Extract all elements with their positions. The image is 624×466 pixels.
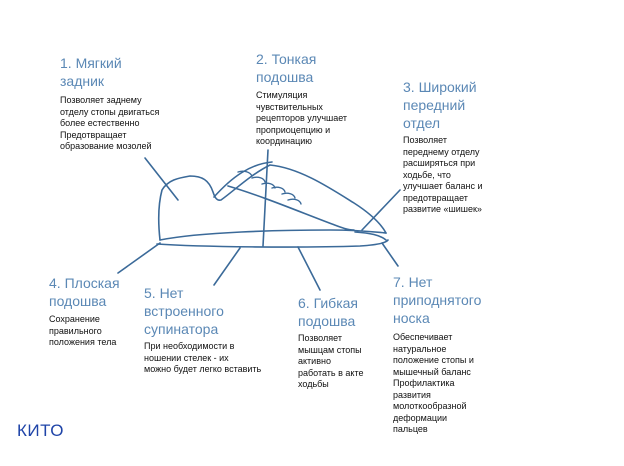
description-line: деформации bbox=[393, 412, 448, 423]
title-line: 4. Плоская bbox=[49, 275, 120, 291]
title-line: задник bbox=[60, 73, 105, 89]
description-line: положения тела bbox=[49, 337, 117, 347]
feature-7-description bbox=[393, 332, 474, 436]
title-line: 7. Нет bbox=[393, 274, 433, 290]
title-line: подошва bbox=[49, 293, 107, 309]
description-line: расширяться при bbox=[403, 158, 476, 168]
callout-line-6 bbox=[298, 247, 320, 290]
feature-2-description bbox=[256, 90, 347, 148]
title-line: 3. Широкий bbox=[403, 79, 477, 95]
description-line: Позволяет bbox=[403, 135, 447, 145]
description-line: пальцев bbox=[393, 424, 428, 434]
description-line: улучшает баланс и bbox=[403, 181, 483, 191]
description-line: При необходимости в bbox=[144, 341, 235, 351]
description-line: молоткообразной bbox=[393, 401, 467, 411]
title-line: 2. Тонкая bbox=[256, 51, 317, 67]
description-line: Стимуляция bbox=[256, 90, 308, 100]
feature-5-title bbox=[144, 284, 224, 338]
description-line: отделу стопы двигаться bbox=[60, 106, 160, 117]
description-line: Позволяет bbox=[298, 333, 342, 343]
title-line: подошва bbox=[298, 313, 356, 329]
description-line: работать в акте bbox=[298, 367, 364, 378]
description-line: проприоцепцию и bbox=[256, 124, 331, 135]
feature-6-title bbox=[298, 294, 358, 330]
feature-1-description bbox=[60, 95, 159, 153]
description-line: правильного bbox=[49, 325, 102, 336]
callout-line-5 bbox=[214, 248, 240, 285]
description-line: Позволяет заднему bbox=[60, 95, 142, 105]
description-line: более естественно bbox=[60, 118, 140, 128]
callout-line-4 bbox=[118, 243, 160, 273]
description-line: развитие «шишек» bbox=[403, 204, 482, 214]
feature-2-title bbox=[256, 50, 316, 86]
shoe-sole-bottom bbox=[157, 240, 388, 247]
description-line: предотвращает bbox=[403, 192, 468, 203]
description-line: чувствительных bbox=[256, 101, 323, 112]
description-line: активно bbox=[298, 356, 331, 366]
description-line: ходьбе, что bbox=[403, 169, 451, 180]
feature-3-description bbox=[403, 135, 483, 216]
description-line: мышцам стопы bbox=[298, 344, 362, 355]
title-line: встроенного bbox=[144, 303, 224, 319]
feature-5-description bbox=[144, 341, 261, 376]
description-line: рецепторов улучшает bbox=[256, 113, 348, 123]
description-line: положение стопы и bbox=[393, 355, 474, 365]
description-line: Профилактика bbox=[393, 378, 455, 388]
title-line: 5. Нет bbox=[144, 285, 184, 301]
title-line: 1. Мягкий bbox=[60, 55, 122, 71]
callout-line-7 bbox=[382, 243, 398, 266]
feature-1-title bbox=[60, 54, 122, 90]
shoe-sole-top bbox=[160, 230, 386, 240]
title-line: передний bbox=[403, 97, 466, 113]
title-line: отдел bbox=[403, 115, 441, 131]
shoe-upper-outline bbox=[159, 165, 386, 240]
description-line: ходьбы bbox=[298, 379, 329, 389]
shoe-laces bbox=[238, 171, 301, 204]
description-line: натуральное bbox=[393, 343, 447, 354]
description-line: Предотвращает bbox=[60, 129, 127, 140]
title-line: 6. Гибкая bbox=[298, 295, 358, 311]
description-line: координацию bbox=[256, 136, 313, 146]
callout-line-3 bbox=[362, 190, 400, 230]
description-line: ношении стелек - их bbox=[144, 352, 229, 363]
feature-7-title bbox=[393, 273, 481, 327]
description-line: Сохранение bbox=[49, 314, 100, 324]
feature-3-title bbox=[403, 78, 477, 132]
brand-label: КИТО bbox=[17, 421, 64, 440]
feature-4-description bbox=[49, 314, 116, 349]
feature-6-description bbox=[298, 333, 363, 391]
description-line: Обеспечивает bbox=[393, 332, 453, 342]
shoe-eyestay-line bbox=[228, 186, 354, 230]
description-line: переднему отделу bbox=[403, 146, 480, 157]
description-line: можно будет легко вставить bbox=[144, 364, 262, 374]
description-line: мышечный баланс bbox=[393, 366, 471, 377]
title-line: приподнятого bbox=[393, 292, 482, 308]
title-line: супинатора bbox=[144, 321, 219, 337]
title-line: носка bbox=[393, 310, 430, 326]
title-line: подошва bbox=[256, 69, 314, 85]
description-line: развития bbox=[393, 389, 431, 400]
description-line: образование мозолей bbox=[60, 141, 152, 151]
feature-4-title bbox=[49, 274, 120, 310]
